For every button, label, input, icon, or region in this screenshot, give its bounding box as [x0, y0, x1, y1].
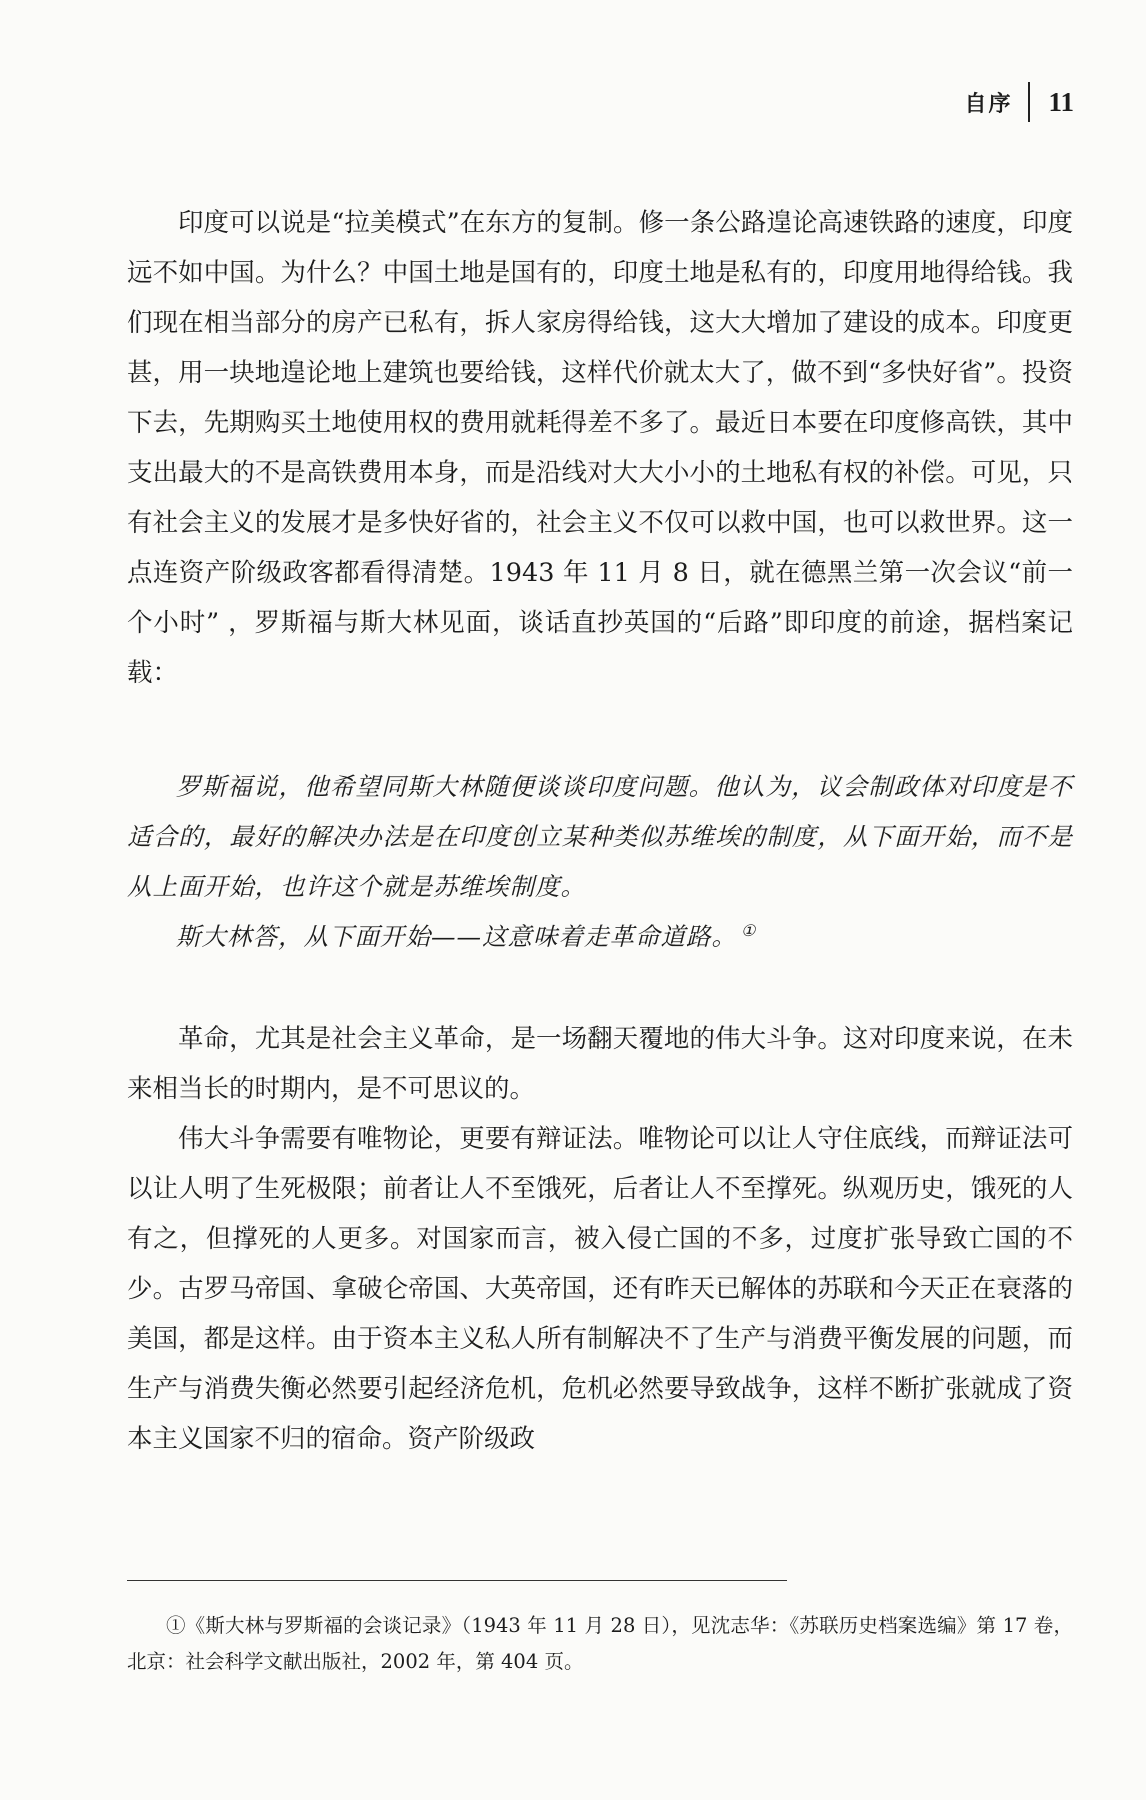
main-text — [127, 198, 1073, 1464]
footnote: ①《斯大林与罗斯福的会谈记录》（1943 年 11 月 28 日），见沈志华：《苏联历史档案选编》第 17 卷，北京：社会科学文献出版社，2002 年，第 404 页。 — [127, 1614, 1073, 1673]
running-header — [964, 80, 1074, 124]
archive-quote — [127, 762, 1073, 962]
section-title: 自序 — [964, 91, 1013, 117]
header-divider — [1028, 82, 1030, 122]
quote-text: 斯大林答，从下面开始——这意味着走革命道路。 — [176, 922, 737, 951]
footnote-divider — [127, 1580, 787, 1581]
quote-paragraph — [127, 912, 1073, 962]
page-number: 11 — [1048, 86, 1074, 117]
quote-paragraph: 罗斯福说，他希望同斯大林随便谈谈印度问题。他认为，议会制政体对印度是不适合的，最好的解决办法是在印度创立某种类似苏维埃的制度，从下面开始，而不是从上面开始，也许这个就是苏维埃制度。 — [127, 772, 1073, 901]
body-paragraph: 革命，尤其是社会主义革命，是一场翻天覆地的伟大斗争。这对印度来说，在未来相当长的时期内，是不可思议的。 — [127, 1024, 1073, 1104]
body-paragraph: 伟大斗争需要有唯物论，更要有辩证法。唯物论可以让人守住底线，而辩证法可以让人明了生死极限；前者让人不至饿死，后者让人不至撑死。纵观历史，饿死的人有之，但撑死的人更多。对国家而言，被入侵亡国的不多，过度扩张导致亡国的不少。古罗马帝国、拿破仑帝国、大英帝国，还有昨天已解体的苏联和今天正在衰落的美国，都是这样。由于资本主义私人所有制解决不了生产与消费平衡发展的问题，而生产与消费失衡必然要引起经济危机，危机必然要导致战争，这样不断扩张就成了资本主义国家不归的宿命。资产阶级政 — [127, 1124, 1073, 1454]
body-paragraph: 印度可以说是“拉美模式”在东方的复制。修一条公路遑论高速铁路的速度，印度远不如中国。为什么？中国土地是国有的，印度土地是私有的，印度用地得给钱。我们现在相当部分的房产已私有，拆人家房得给钱，这大大增加了建设的成本。印度更甚，用一块地遑论地上建筑也要给钱，这样代价就太大了，做不到“多快好省”。投资下去，先期购买土地使用权的费用就耗得差不多了。最近日本要在印度修高铁，其中支出最大的不是高铁费用本身，而是沿线对大大小小的土地私有权的补偿。可见，只有社会主义的发展才是多快好省的，社会主义不仅可以救中国，也可以救世界。这一点连资产阶级政客都看得清楚。1943 年 11 月 8 日，就在德黑兰第一次会议“前一个小时” ，罗斯福与斯大林见面，谈话直抄英国的“后路”即印度的前途，据档案记载： — [127, 208, 1073, 688]
footnote-reference[interactable]: ① — [741, 920, 757, 940]
